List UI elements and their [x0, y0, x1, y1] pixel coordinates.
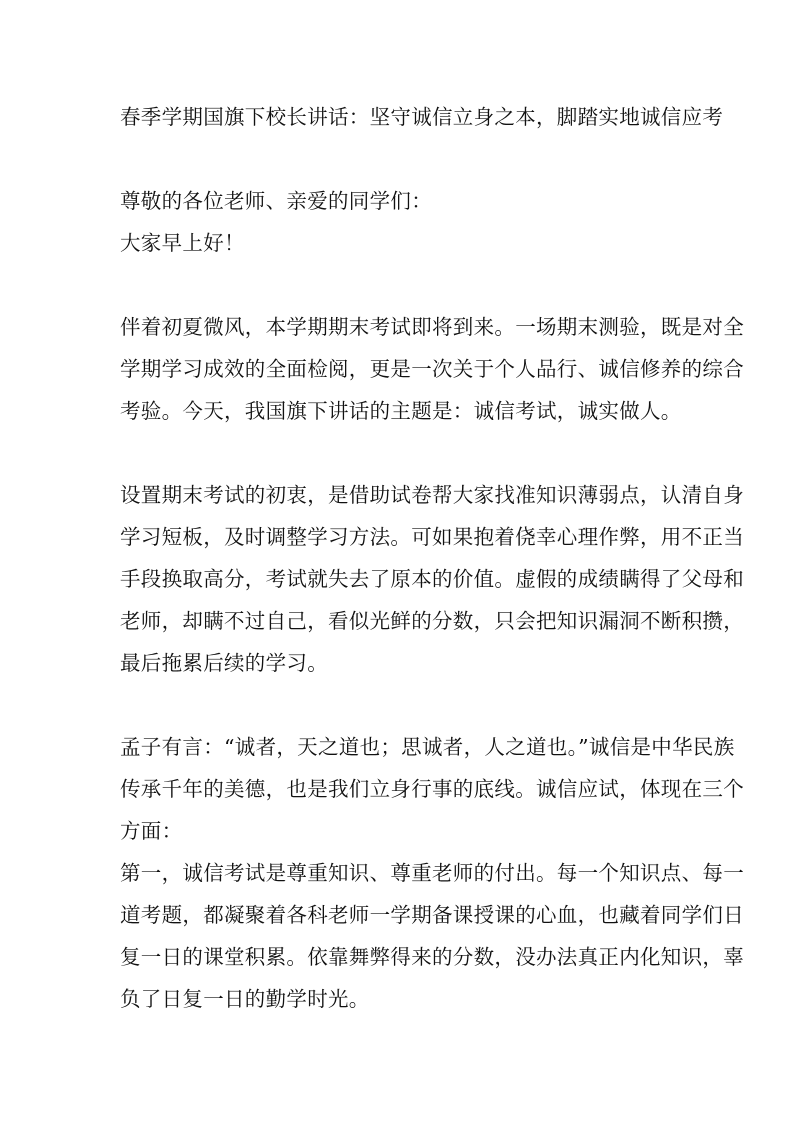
- paragraph-4-line-1: 第一，诚信考试是尊重知识、尊重老师的付出。每一个知识点、每一: [120, 861, 744, 885]
- document-title: 春季学期国旗下校长讲话：坚守诚信立身之本，脚踏实地诚信应考: [120, 105, 724, 129]
- paragraph-3-line-3: 方面：: [120, 819, 183, 843]
- paragraph-1-line-1: 伴着初夏微风，本学期期末考试即将到来。一场期末测验，既是对全: [120, 315, 744, 339]
- paragraph-2-line-1: 设置期末考试的初衷，是借助试卷帮大家找准知识薄弱点，认清自身: [120, 483, 744, 507]
- paragraph-4-line-4: 负了日复一日的勤学时光。: [120, 987, 370, 1011]
- paragraph-4-line-3: 复一日的课堂积累。依靠舞弊得来的分数，没办法真正内化知识，辜: [120, 945, 744, 969]
- salutation: 尊敬的各位老师、亲爱的同学们：: [120, 189, 432, 213]
- paragraph-3-line-2: 传承千年的美德，也是我们立身行事的底线。诚信应试，体现在三个: [120, 777, 744, 801]
- greeting: 大家早上好！: [120, 231, 245, 255]
- paragraph-1-line-2: 学期学习成效的全面检阅，更是一次关于个人品行、诚信修养的综合: [120, 357, 744, 381]
- paragraph-2-line-5: 最后拖累后续的学习。: [120, 651, 328, 675]
- paragraph-2-line-4: 老师，却瞒不过自己，看似光鲜的分数，只会把知识漏洞不断积攒，: [120, 609, 744, 633]
- paragraph-1-line-3: 考验。今天，我国旗下讲话的主题是：诚信考试，诚实做人。: [120, 399, 682, 423]
- paragraph-2-line-3: 手段换取高分，考试就失去了原本的价值。虚假的成绩瞒得了父母和: [120, 567, 744, 591]
- paragraph-4-line-2: 道考题，都凝聚着各科老师一学期备课授课的心血，也藏着同学们日: [120, 903, 744, 927]
- paragraph-2-line-2: 学习短板，及时调整学习方法。可如果抱着侥幸心理作弊，用不正当: [120, 525, 744, 549]
- paragraph-3-line-1: 孟子有言：“诚者，天之道也；思诚者，人之道也。”诚信是中华民族: [120, 735, 735, 759]
